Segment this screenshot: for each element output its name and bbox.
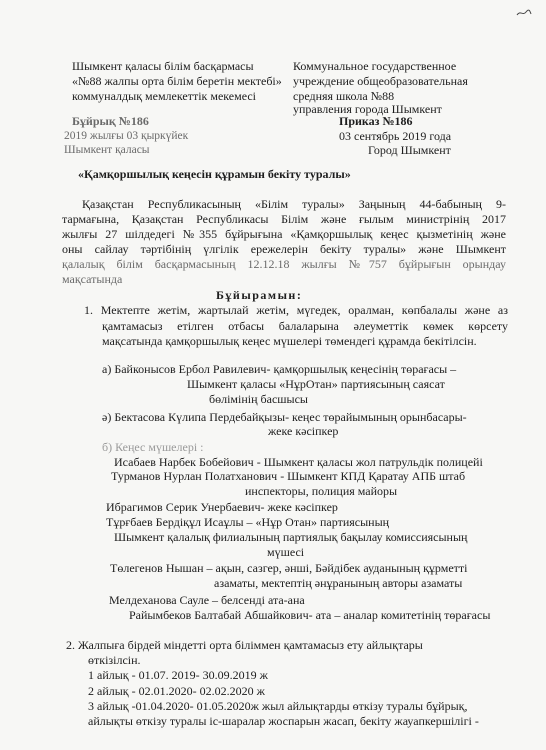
header-left-line-1: Шымкент қаласы білім басқармасы	[72, 59, 254, 73]
order-kz-number: Бұйрық №186	[72, 114, 149, 128]
member-5-line-1: Төлегенов Нышан – ақын, сазгер, әнші, Бәйдібек ауданының құрметті	[110, 561, 468, 575]
preamble-line-1: Қазақстан Республикасының «Білім туралы» Заңының 44-бабының 9-	[82, 197, 506, 211]
item2-line-1: 2. Жалпыға бірдей міндетті орта біліммен қамтамасыз ету айлықтары	[66, 638, 423, 652]
member-4-line-3: мүшесі	[267, 545, 305, 559]
item1-line-2: қамтамасыз етілген отбасы балаларына әлеуметтік көмек көрсету	[102, 319, 508, 333]
header-right-line-1: Коммунальное государственное	[293, 59, 457, 73]
member-5-line-2: азаматы, мектептің әнұранының авторы азаматы	[214, 576, 463, 590]
header-right-line-2: учреждение общеобразовательная	[293, 74, 468, 88]
order-kz-city: Шымкент қаласы	[64, 144, 150, 156]
order-ru-date: 03 сентябрь 2019 года	[339, 129, 452, 143]
preamble-line-5: қалалық білім басқармасының 12.12.18 жылғы №757 бұйрығын орындау	[62, 257, 506, 271]
item1-line-1: 1. Мектепте жетім, жартылай жетім, мүгедек, оралман, көпбалалы және аз	[84, 303, 508, 317]
member-b-line-2: жеке кәсіпкер	[268, 424, 339, 438]
header-left-line-3: коммуналдық мемлекеттік мекемесі	[72, 89, 257, 103]
header-left-line-2: «№88 жалпы орта білім беретін мектебі»	[72, 74, 282, 88]
member-b-line-1: ә) Бектасова Күлипа Пердебайқызы- кеңес төрайымының орынбасары-	[102, 410, 467, 424]
item1-line-3: мақсатында қамқоршылық кеңес мүшелері төмендегі құрамда бекітілсін.	[102, 334, 477, 348]
preamble-line-4: оны сайлау тәртібінің үлгілік ережелерін бекіту туралы» және Шымкент	[62, 242, 506, 256]
member-3: Ибрагимов Серик Унербаевич- жеке кәсіпкер	[106, 500, 338, 514]
scan-mark-top-right	[516, 4, 532, 12]
order-ru-number: Приказ №186	[339, 114, 413, 128]
preamble-line-3: жылғы 27 шілдедегі №355 бұйрығына «Қамқоршылық кеңес қызметінің және	[62, 227, 506, 241]
item2-line-2: өткізілсін.	[88, 653, 141, 667]
member-2-line-1: Турманов Нурлан Полатханович - Шымкент КПД Қаратау АПБ штаб	[111, 469, 466, 483]
preamble-line-6: мақсатында	[62, 272, 123, 286]
item2-line-6: айлықты өткізу туралы іс-шаралар жоспарын жасап, бекіту жауапкершілігі -	[88, 714, 479, 728]
member-4-line-2: Шымкент қалалық филиалының партиялық бақылау комиссиясының	[114, 530, 468, 544]
order-heading: Бұйырамын:	[216, 288, 303, 302]
member-a-line-2: Шымкент қаласы «НұрОтан» партиясының саясат	[187, 377, 445, 391]
members-list-label: б) Кеңес мүшелері :	[102, 440, 204, 454]
member-a-line-1: а) Байконысов Ербол Равилевич- қамқоршылық кеңесінің төрағасы –	[102, 362, 457, 376]
header-right-line-4: управления города Шымкент	[293, 102, 442, 116]
member-4-line-1: Тұрғбаев Бердіқұл Исаұлы – «Нұр Отан» партиясының	[106, 515, 390, 529]
document-title: «Қамқоршылық кеңесін құрамын бекіту туралы»	[78, 167, 351, 181]
order-ru-city: Город Шымкент	[368, 143, 451, 157]
member-1: Исабаев Нарбек Бобейович - Шымкент қаласы жол патрульдік полицейі	[114, 455, 483, 469]
member-2-line-2: инспекторы, полиция майоры	[245, 484, 398, 498]
item2-period-1: 1 айлық - 01.07. 2019- 30.09.2019 ж	[88, 668, 268, 682]
order-kz-date: 2019 жылғы 03 қыркүйек	[64, 130, 189, 142]
member-a-line-3: бөлімінің басшысы	[209, 392, 308, 406]
header-right-line-3: средняя школа №88	[293, 89, 395, 103]
item2-period-3: 3 айлық -01.04.2020- 01.05.2020ж жыл айлықтарды өткізу туралы бұйрық,	[88, 699, 468, 713]
member-7: Райымбеков Балтабай Абшайкович- ата – аналар комитетінің төрағасы	[129, 608, 491, 622]
member-6: Мелдеханова Сауле – белсенді ата-ана	[109, 593, 305, 607]
item2-period-2: 2 айлық - 02.01.2020- 02.02.2020 ж	[88, 684, 265, 698]
preamble-line-2: тармағына, Қазақстан Республикасы Білім және ғылым министрінің 2017	[62, 212, 506, 226]
